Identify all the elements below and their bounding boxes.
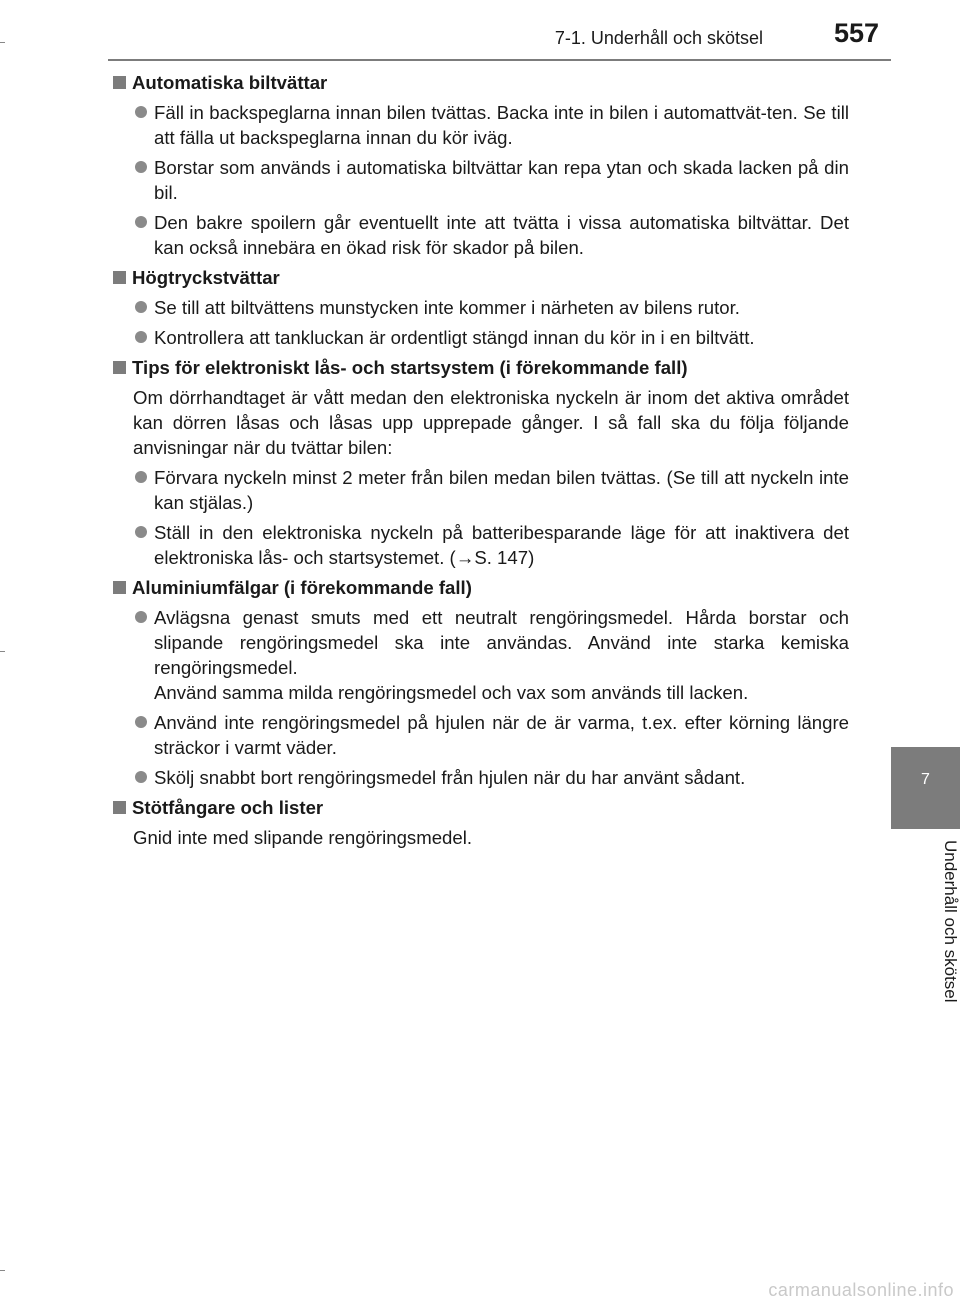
- list-item-text: Skölj snabbt bort rengöringsmedel från hjulen när du har använt sådant.: [154, 767, 746, 788]
- list-item: [135, 210, 849, 260]
- square-bullet-icon: [113, 801, 126, 814]
- round-bullet-icon: [135, 716, 147, 728]
- round-bullet-icon: [135, 161, 147, 173]
- list-item: [135, 710, 849, 760]
- section-pressure-washer: [113, 265, 849, 350]
- round-bullet-icon: [135, 331, 147, 343]
- page-header: [108, 0, 891, 57]
- list-item: [135, 520, 849, 570]
- list-item-text: Använd inte rengöringsmedel på hjulen när de är varma, t.ex. efter körning längre sträckor i varmt väder.: [154, 712, 849, 758]
- section-smart-key-system: [113, 355, 849, 570]
- list-item: [135, 155, 849, 205]
- page-number: 557: [833, 18, 879, 48]
- square-bullet-icon: [113, 76, 126, 89]
- list-item: [135, 100, 849, 150]
- list-item-text-extra: Använd samma milda rengöringsmedel och vax som används till lacken.: [154, 682, 749, 703]
- section-heading: [113, 795, 849, 820]
- round-bullet-icon: [135, 471, 147, 483]
- list-item-text-main: Avlägsna genast smuts med ett neutralt rengöringsmedel. Hårda borstar och slipande rengöringsmedel ska inte användas. Använd inte starka kemiska rengöringsmedel.: [154, 607, 849, 678]
- list-item-text: Se till att biltvättens munstycken inte kommer i närheten av bilens rutor.: [154, 297, 740, 318]
- section-heading: [113, 575, 849, 600]
- list-item: [135, 325, 849, 350]
- crop-mark: [0, 42, 5, 43]
- section-title: Aluminiumfälgar (i förekommande fall): [132, 577, 472, 598]
- section-automatic-car-wash: [113, 70, 849, 260]
- section-title: Stötfångare och lister: [132, 797, 324, 818]
- section-title: Automatiska biltvättar: [132, 72, 328, 93]
- section-intro: Om dörrhandtaget är vått medan den elektroniska nyckeln är inom det aktiva området kan dörren låsas och låsas upp upprepade gånger. I så fall ska du följa följande anvisningar när du tvättar bilen:: [133, 387, 849, 458]
- chapter-label: Underhåll och skötsel: [941, 840, 960, 1003]
- round-bullet-icon: [135, 771, 147, 783]
- square-bullet-icon: [113, 271, 126, 284]
- crop-mark: [0, 651, 5, 652]
- round-bullet-icon: [135, 106, 147, 118]
- list-item: [135, 295, 849, 320]
- page-content: [113, 70, 849, 855]
- round-bullet-icon: [135, 216, 147, 228]
- square-bullet-icon: [113, 581, 126, 594]
- round-bullet-icon: [135, 526, 147, 538]
- list-item-text: Fäll in backspeglarna innan bilen tvättas. Backa inte in bilen i automattvät-ten. Se till att fälla ut backspeglarna innan du kör iväg.: [154, 102, 849, 148]
- section-intro: Gnid inte med slipande rengöringsmedel.: [133, 827, 473, 848]
- list-item-text: Ställ in den elektroniska nyckeln på batteribesparande läge för att inaktivera det elektroniska lås- och startsystemet. (→S. 147): [154, 522, 849, 568]
- section-aluminum-wheels: [113, 575, 849, 790]
- header-section-title: 7-1. Underhåll och skötsel: [554, 28, 763, 48]
- chapter-tab: 7: [891, 747, 960, 829]
- square-bullet-icon: [113, 361, 126, 374]
- list-item-text: Förvara nyckeln minst 2 meter från bilen medan bilen tvättas. (Se till att nyckeln inte kan stjälas.): [154, 467, 849, 513]
- header-rule: [108, 59, 891, 61]
- round-bullet-icon: [135, 611, 147, 623]
- section-bumpers-trim: [113, 795, 849, 850]
- list-item-text: Den bakre spoilern går eventuellt inte att tvätta i vissa automatiska biltvättar. Det kan också innebära en ökad risk för skador på bilen.: [154, 212, 849, 258]
- list-item: [135, 765, 849, 790]
- list-item: [135, 605, 849, 705]
- section-title: Högtryckstvättar: [132, 267, 280, 288]
- section-title: Tips för elektroniskt lås- och startsystem (i förekommande fall): [132, 357, 688, 378]
- section-heading: [113, 355, 849, 380]
- section-heading: [113, 70, 849, 95]
- section-heading: [113, 265, 849, 290]
- list-item: [135, 465, 849, 515]
- round-bullet-icon: [135, 301, 147, 313]
- crop-mark: [0, 1270, 5, 1271]
- list-item-text: [154, 605, 849, 705]
- watermark-text: carmanualsonline.info: [768, 1280, 954, 1300]
- list-item-text: Kontrollera att tankluckan är ordentligt stängd innan du kör in i en biltvätt.: [154, 327, 755, 348]
- list-item-text: Borstar som används i automatiska biltvättar kan repa ytan och skada lacken på din bil.: [154, 157, 849, 203]
